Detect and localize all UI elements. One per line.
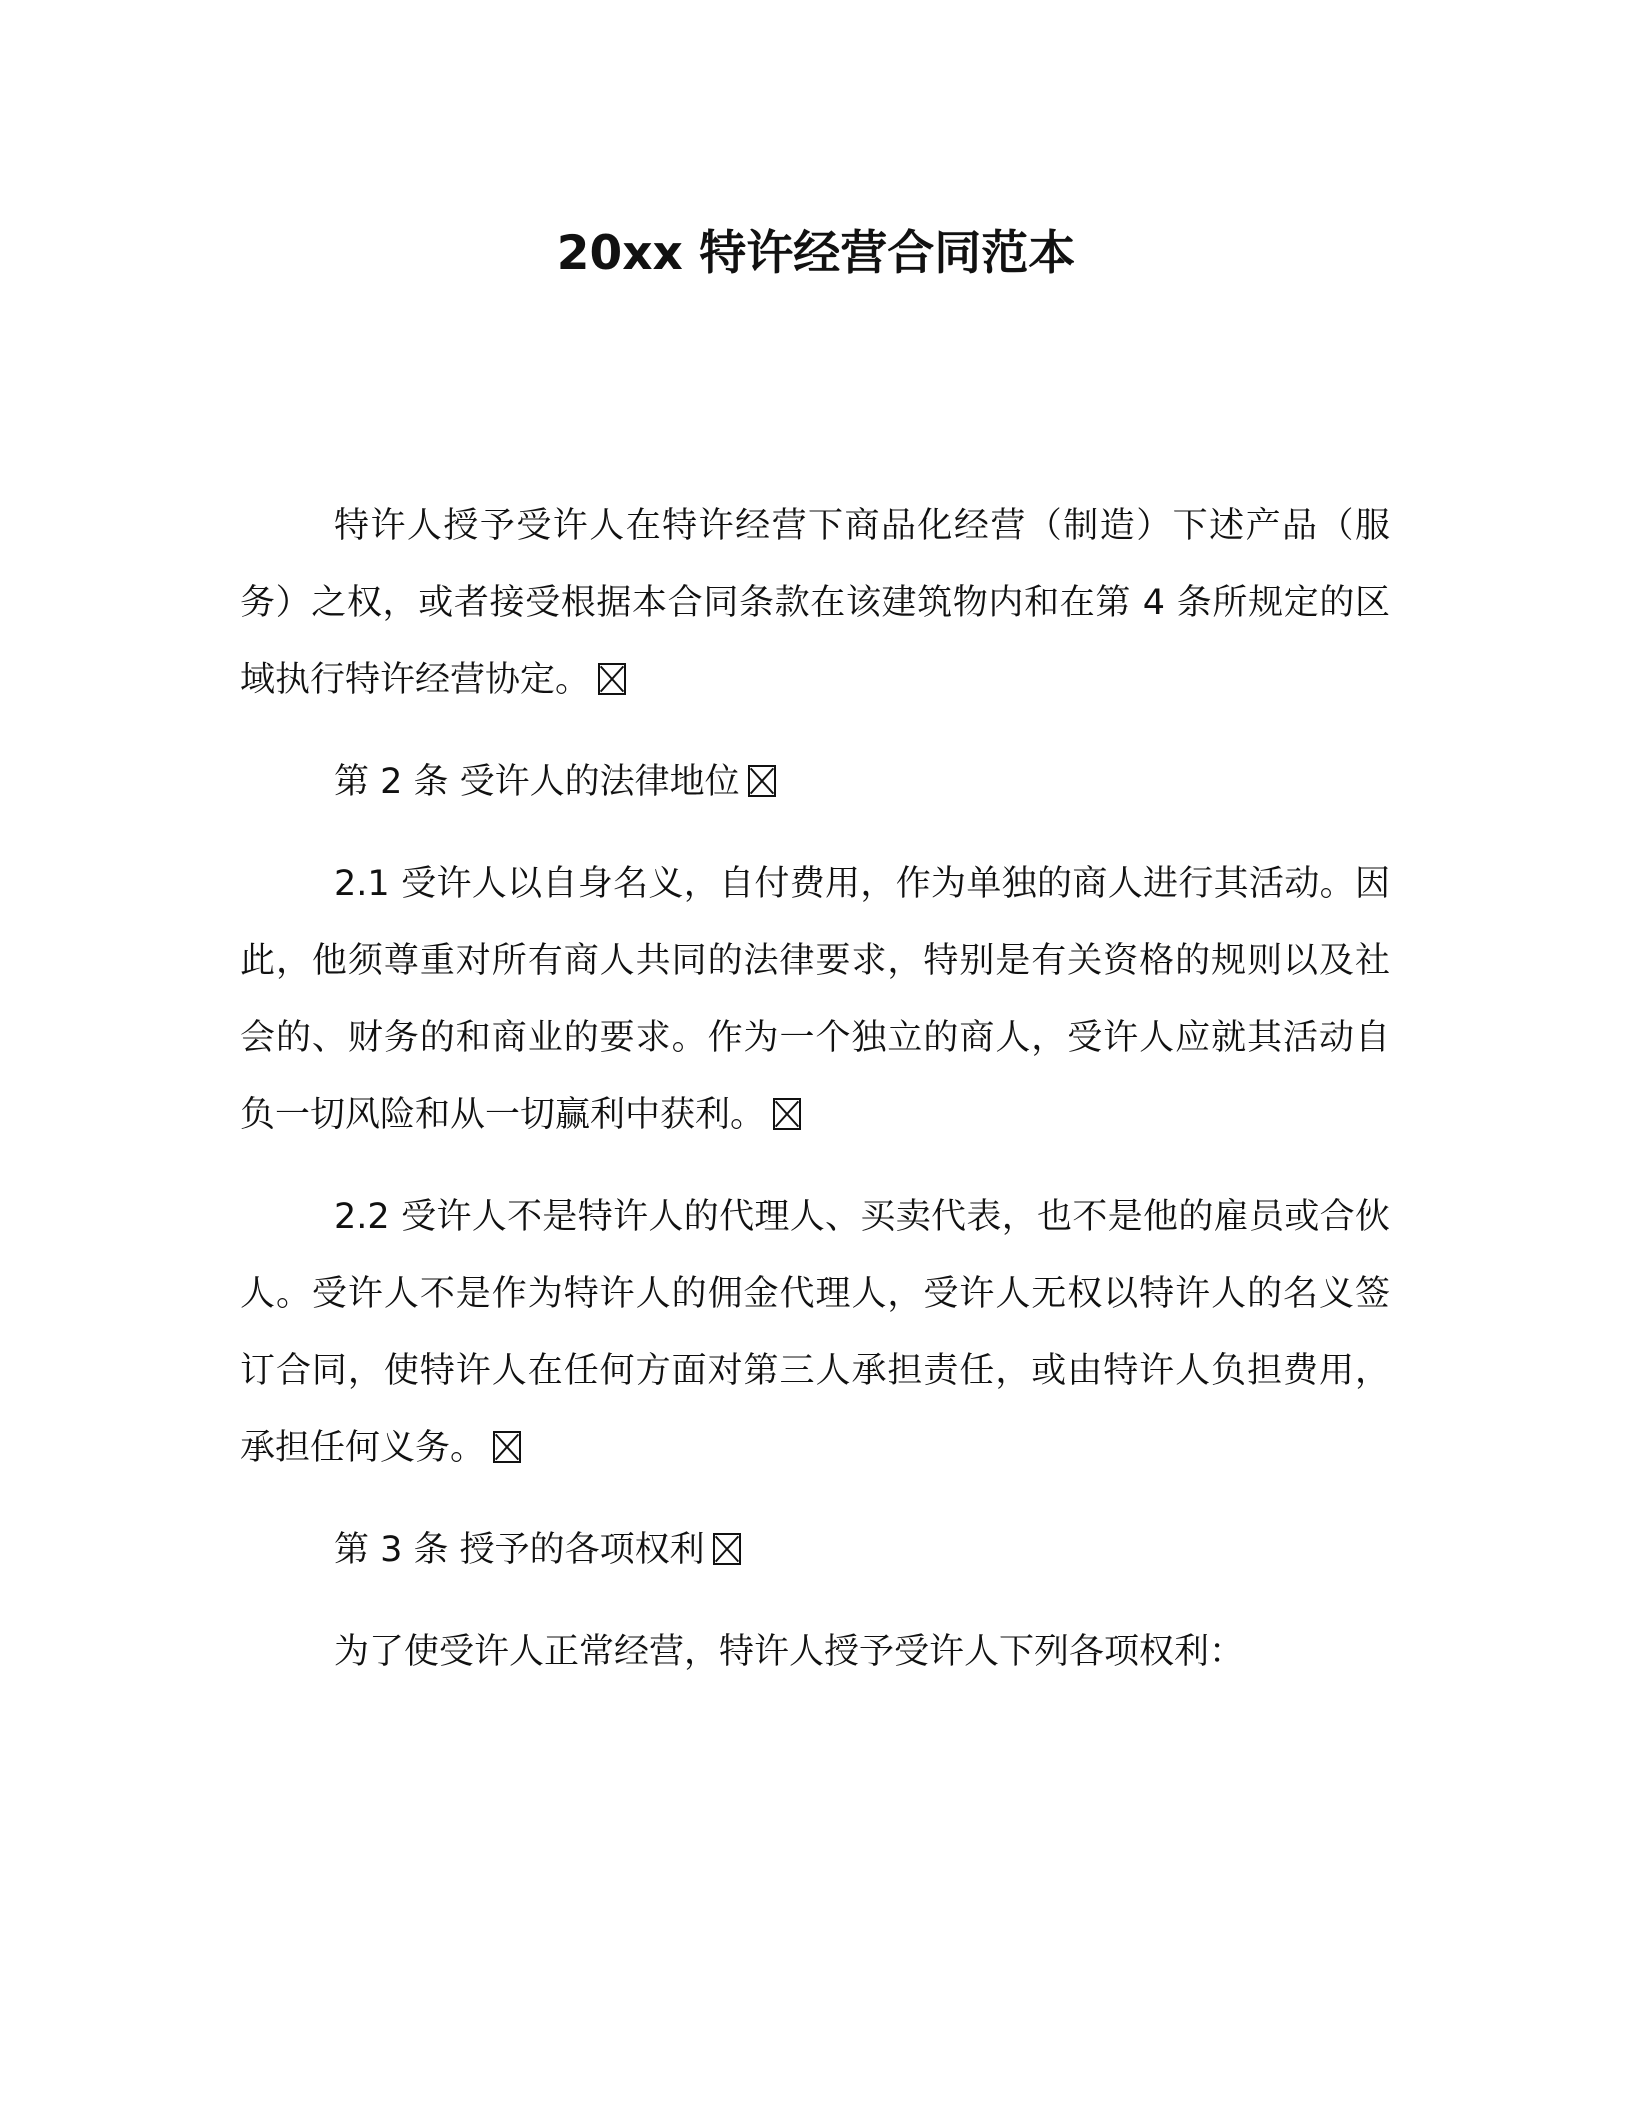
box-x-icon	[748, 765, 776, 797]
box-x-icon	[773, 1098, 801, 1130]
document-title: 20xx 特许经营合同范本	[556, 226, 1076, 281]
paragraph-2-1	[240, 846, 1390, 1154]
paragraph-2-2	[240, 1179, 1390, 1487]
section-heading-text: 第 2 条 受许人的法律地位	[334, 762, 740, 802]
box-x-icon	[713, 1533, 741, 1565]
section-heading-3	[240, 1512, 1390, 1589]
document-body	[240, 488, 1390, 1716]
paragraph-3-intro	[240, 1614, 1390, 1691]
box-x-icon	[598, 663, 626, 695]
paragraph-text: 特许人授予受许人在特许经营下商品化经营（制造）下述产品（服务）之权，或者接受根据本合同条款在该建筑物内和在第 4 条所规定的区域执行特许经营协定。	[240, 506, 1390, 700]
paragraph-text: 为了使受许人正常经营，特许人授予受许人下列各项权利：	[334, 1632, 1245, 1672]
paragraph-text: 2.2 受许人不是特许人的代理人、买卖代表，也不是他的雇员或合伙人。受许人不是作为特许人的佣金代理人，受许人无权以特许人的名义签订合同，使特许人在任何方面对第三人承担责任，或由特许人负担费用，承担任何义务。	[240, 1197, 1390, 1468]
section-heading-2	[240, 744, 1390, 821]
paragraph-text: 2.1 受许人以自身名义，自付费用，作为单独的商人进行其活动。因此，他须尊重对所有商人共同的法律要求，特别是有关资格的规则以及社会的、财务的和商业的要求。作为一个独立的商人，受许人应就其活动自负一切风险和从一切赢利中获利。	[240, 864, 1390, 1135]
box-x-icon	[493, 1431, 521, 1463]
paragraph-grant	[240, 488, 1390, 719]
section-heading-text: 第 3 条 授予的各项权利	[334, 1530, 705, 1570]
